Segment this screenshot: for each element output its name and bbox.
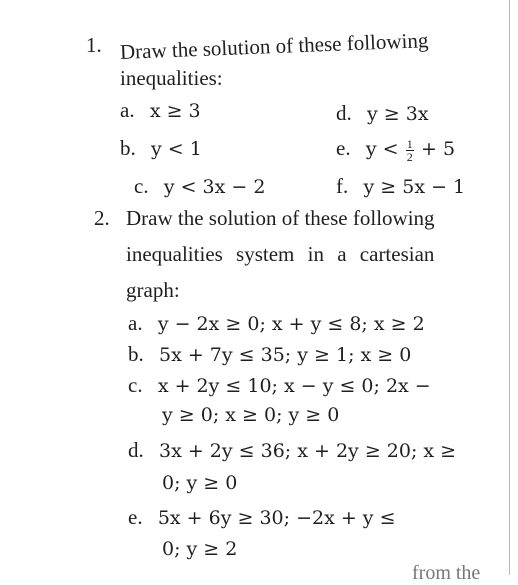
q1-item-e-fraction: [406, 138, 414, 163]
q2-item-b-math: 5x + 7y ≤ 35; y ≥ 1; x ≥ 0: [159, 344, 412, 366]
q1-item-d: [336, 101, 429, 126]
q1-item-b-math: y < 1: [151, 138, 202, 160]
q2-item-a: [128, 311, 425, 336]
q1-item-c-label: c.: [134, 174, 149, 198]
q1-item-f-label: f.: [336, 174, 349, 198]
q2-item-e: [128, 505, 396, 530]
q2-item-c-continued: [162, 402, 339, 427]
q1-item-b: [120, 136, 202, 161]
q2-item-c: [128, 373, 431, 398]
q1-item-f-math: y ≥ 5x − 1: [363, 176, 466, 198]
q1-item-e-post: + 5: [421, 138, 456, 160]
q2-title-line3: graph:: [126, 278, 180, 302]
q1-title-line1: Draw the solution of these following: [119, 28, 429, 64]
q2-item-c-math: x + 2y ≤ 10; x − y ≤ 0; 2x −: [157, 375, 431, 397]
q1-item-e-frac-num: 1: [406, 136, 413, 151]
q2-item-a-math: y − 2x ≥ 0; x + y ≤ 8; x ≥ 2: [157, 313, 425, 335]
q1-item-e: [336, 136, 455, 163]
q1-number: 1.: [86, 33, 102, 57]
q3-partial-text: from the: [412, 562, 481, 584]
q2-item-a-label: a.: [128, 311, 143, 335]
q2-item-c-label: c.: [128, 373, 143, 397]
q1-item-d-label: d.: [336, 101, 352, 125]
q2-item-d-math: 3x + 2y ≤ 36; x + 2y ≥ 20; x ≥: [159, 440, 457, 462]
q2-item-d: [128, 438, 456, 463]
q1-item-c-math: y < 3x − 2: [163, 176, 266, 198]
q2-item-d-cont-math: 0; y ≥ 0: [162, 472, 238, 494]
q2-title-line1: Draw the solution of these following: [126, 206, 435, 230]
q2-item-c-cont-math: y ≥ 0; x ≥ 0; y ≥ 0: [162, 404, 340, 426]
q1-item-e-pre: y <: [365, 138, 399, 160]
q2-item-e-math: 5x + 6y ≥ 30; −2x + y ≤: [157, 507, 396, 529]
q1-item-e-frac-den: 2: [406, 149, 413, 164]
q1-item-c: [134, 174, 265, 199]
q2-item-e-cont-math: 0; y ≥ 2: [162, 538, 238, 560]
q1-item-d-math: y ≥ 3x: [367, 103, 429, 125]
q2-item-d-label: d.: [128, 438, 144, 462]
q2-item-d-continued: [162, 470, 237, 495]
q2-item-e-label: e.: [128, 505, 143, 529]
q1-item-f: [336, 174, 465, 199]
q1-item-e-label: e.: [336, 136, 351, 160]
q1-item-b-label: b.: [120, 136, 136, 160]
q2-item-b: [128, 342, 411, 367]
page-edge-rule: [509, 0, 510, 575]
q2-number: 2.: [94, 206, 110, 230]
q2-item-b-label: b.: [128, 342, 144, 366]
q2-item-e-continued: [162, 536, 237, 561]
q2-title-line2: inequalities system in a cartesian: [126, 242, 435, 266]
q1-item-a-label: a.: [120, 98, 135, 122]
q1-item-a: [120, 98, 201, 123]
q1-title-line2: inequalities:: [120, 66, 223, 90]
q1-item-a-math: x ≥ 3: [149, 100, 201, 122]
